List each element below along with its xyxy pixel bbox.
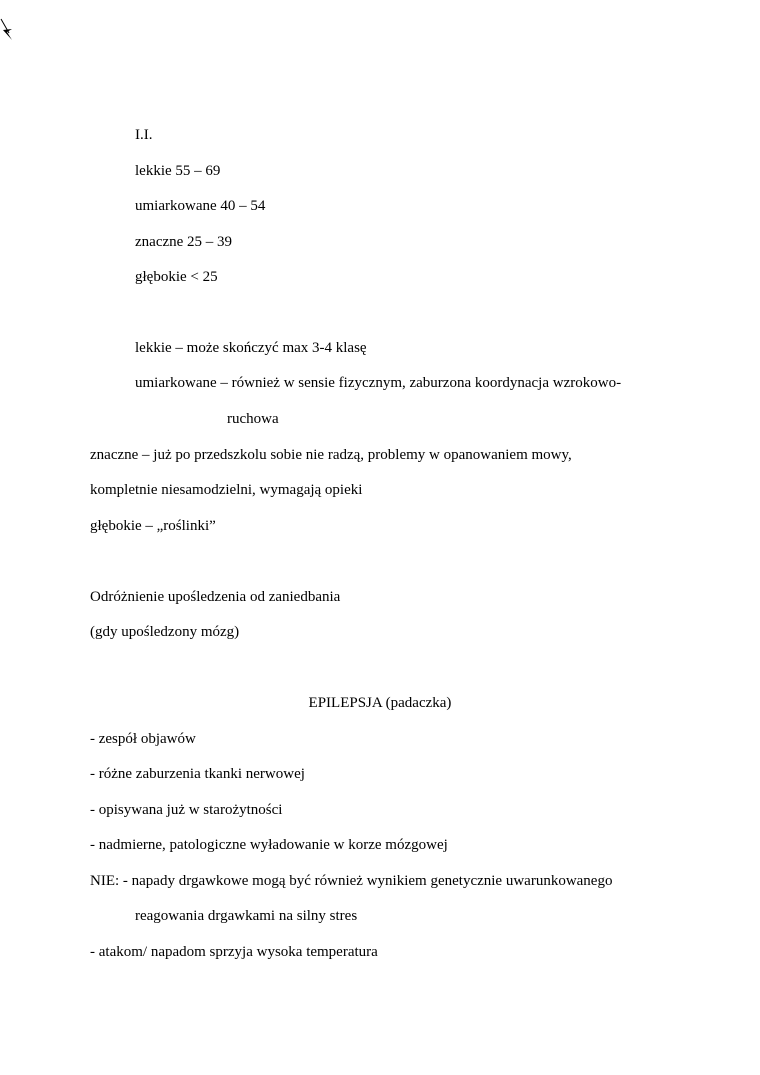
epilepsy-bullet: - nadmierne, patologiczne wyładowanie w korze mózgowej <box>90 837 448 853</box>
distinction-line1: Odróżnienie upośledzenia od zaniedbania <box>90 589 341 605</box>
epilepsy-last-bullet: - atakom/ napadom sprzyja wysoka temperatura <box>90 944 378 960</box>
epilepsy-bullet: - różne zaburzenia tkanki nerwowej <box>90 766 305 782</box>
mouse-cursor-icon <box>0 18 14 44</box>
description-profound: głębokie – „roślinki” <box>90 518 216 534</box>
iq-level-moderate: umiarkowane 40 – 54 <box>135 198 266 214</box>
description-moderate-line2: ruchowa <box>227 411 279 427</box>
epilepsy-nie-line2: reagowania drgawkami na silny stres <box>135 908 358 924</box>
iq-level-severe: znaczne 25 – 39 <box>135 234 233 250</box>
description-severe-line2: kompletnie niesamodzielni, wymagają opieki <box>90 482 363 498</box>
epilepsy-nie-line1: NIE: - napady drgawkowe mogą być również wynikiem genetycznie uwarunkowanego <box>90 873 613 889</box>
iq-level-profound: głębokie < 25 <box>135 269 218 285</box>
iq-level-mild: lekkie 55 – 69 <box>135 163 221 179</box>
epilepsy-title: EPILEPSJA (padaczka) <box>308 695 452 711</box>
description-mild: lekkie – może skończyć max 3-4 klasę <box>135 340 367 356</box>
description-moderate-line1: umiarkowane – również w sensie fizycznym, zaburzona koordynacja wzrokowo- <box>135 375 622 391</box>
distinction-line2: (gdy upośledzony mózg) <box>90 624 240 640</box>
iq-heading: I.I. <box>135 127 153 143</box>
description-severe-line1: znaczne – już po przedszkolu sobie nie radzą, problemy w opanowaniem mowy, <box>90 447 572 463</box>
epilepsy-bullet: - zespół objawów <box>90 731 196 747</box>
epilepsy-bullet: - opisywana już w starożytności <box>90 802 283 818</box>
